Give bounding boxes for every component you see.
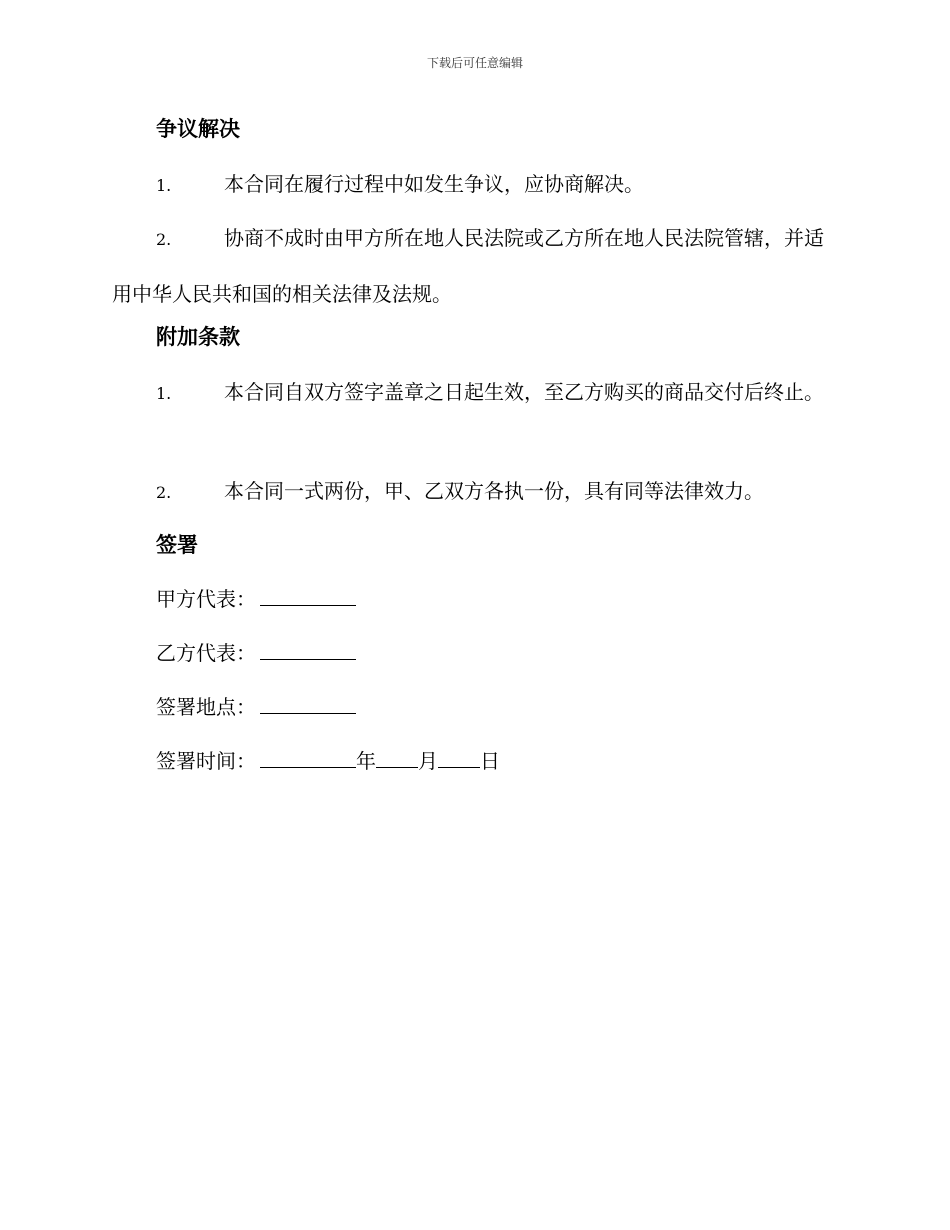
section-title-signature: 签署	[156, 533, 198, 557]
item-number: 1.	[156, 384, 172, 403]
additional-item-2	[112, 464, 837, 520]
party-a-label: 甲方代表：	[156, 587, 256, 611]
item-text: 本合同一式两份，甲、乙双方各执一份，具有同等法律效力。	[224, 479, 764, 503]
dispute-item-2	[112, 211, 837, 321]
item-text: 协商不成时由甲方所在地人民法院或乙方所在地人民法院管辖，并适用中华人民共和国的相关法律及法规。	[112, 226, 824, 306]
time-label: 签署时间：	[156, 749, 256, 773]
place-blank[interactable]	[260, 693, 356, 714]
item-number: 2.	[156, 230, 172, 249]
party-b-line	[156, 638, 356, 668]
dispute-item-1	[112, 157, 837, 213]
day-label: 日	[480, 749, 500, 773]
place-label: 签署地点：	[156, 695, 256, 719]
year-label: 年	[356, 749, 376, 773]
party-a-line	[156, 584, 356, 614]
party-b-blank[interactable]	[260, 639, 356, 660]
section-title-dispute: 争议解决	[156, 117, 240, 141]
month-label: 月	[418, 749, 438, 773]
place-line	[156, 692, 356, 722]
time-line	[156, 746, 500, 776]
day-blank[interactable]	[438, 747, 480, 768]
section-title-additional: 附加条款	[156, 325, 240, 349]
additional-item-1	[112, 365, 837, 421]
year-blank[interactable]	[260, 747, 356, 768]
item-number: 2.	[156, 483, 172, 502]
header-note: 下载后可任意编辑	[426, 56, 523, 70]
month-blank[interactable]	[376, 747, 418, 768]
party-b-label: 乙方代表：	[156, 641, 256, 665]
item-text: 本合同自双方签字盖章之日起生效，至乙方购买的商品交付后终止。	[224, 380, 824, 404]
item-number: 1.	[156, 176, 172, 195]
item-text: 本合同在履行过程中如发生争议，应协商解决。	[224, 172, 644, 196]
party-a-blank[interactable]	[260, 585, 356, 606]
